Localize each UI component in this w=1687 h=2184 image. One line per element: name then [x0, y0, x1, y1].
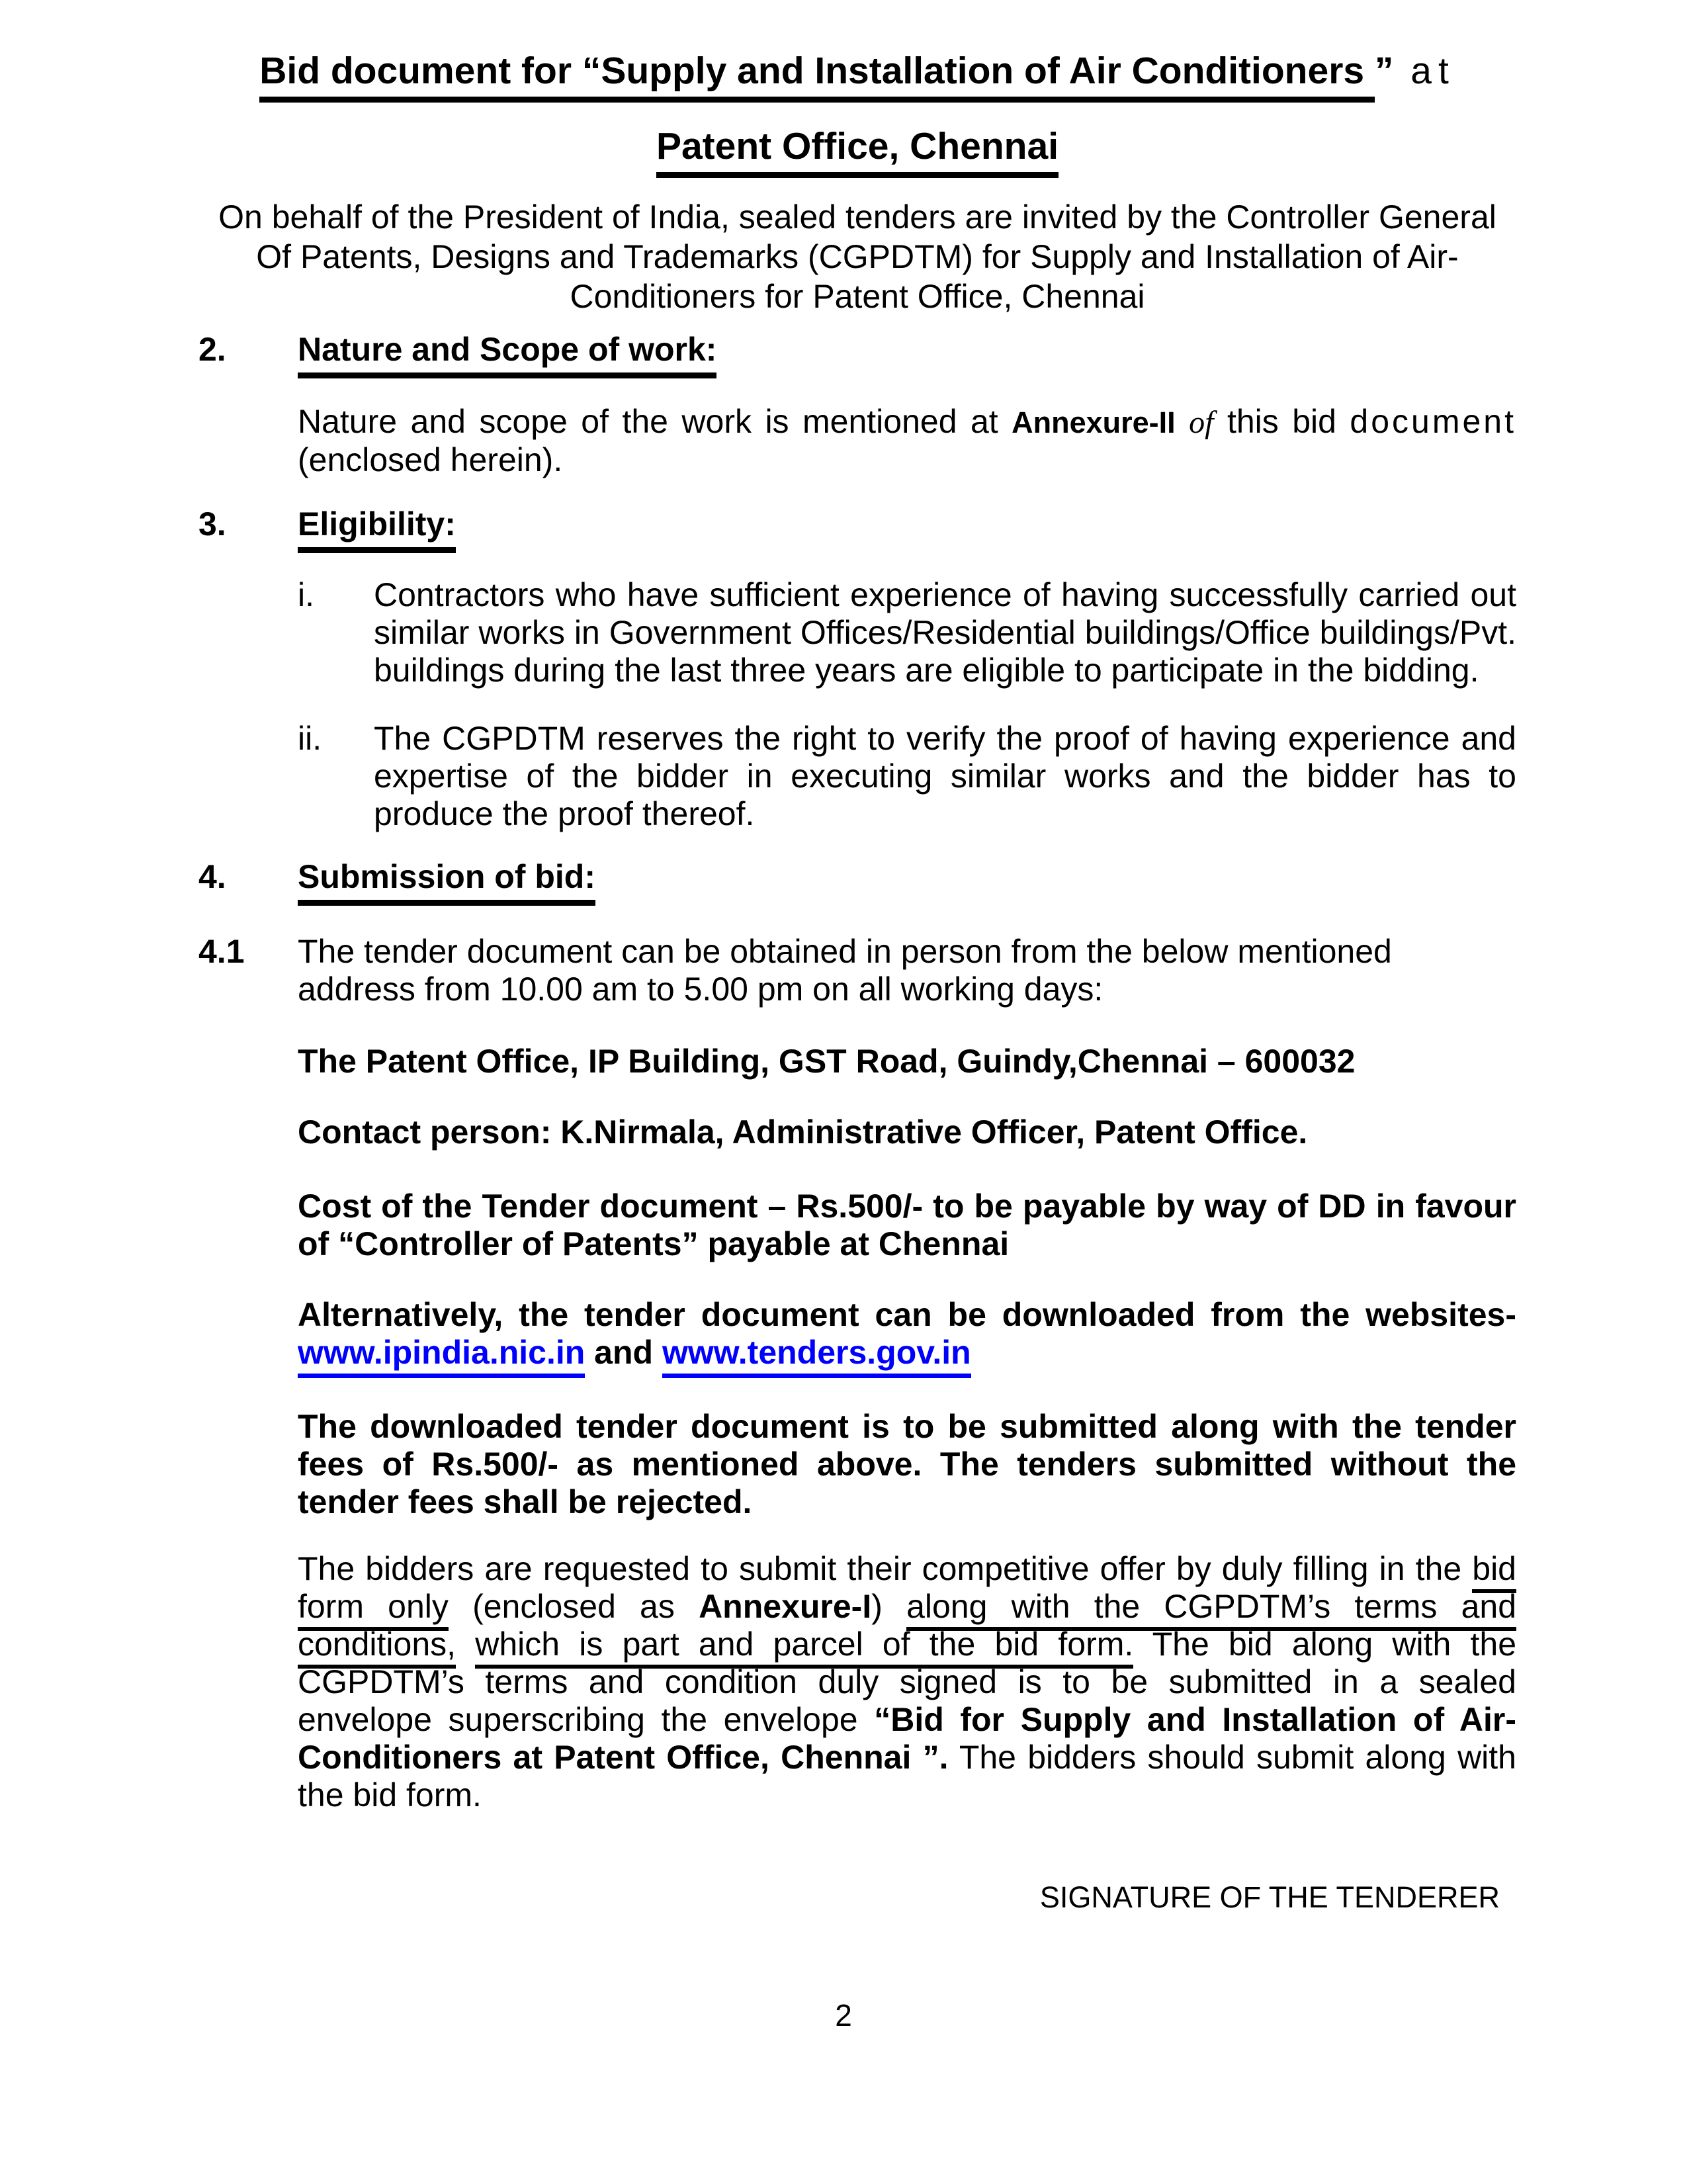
section-3-heading: Eligibility: [298, 505, 1516, 543]
section-2-body: Nature and scope of the work is mentioned at Annexure-II of this bid document (enclosed herein). [298, 403, 1516, 478]
section-4-heading: Submission of bid: [298, 858, 1516, 896]
section-4-heading-row [198, 858, 1516, 896]
title-underlined-text: Bid document for “Supply and Installation of Air Conditioners [259, 50, 1375, 103]
clause-4-1-text: The tender document can be obtained in person from the below mentioned address from 10.00 am to 5.00 pm on all working days: [298, 933, 1392, 1008]
clause-4-1-row [198, 933, 1516, 1008]
ipindia-link[interactable]: www.ipindia.nic.in [298, 1334, 585, 1378]
intro-paragraph: On behalf of the President of India, sealed tenders are invited by the Controller General Of Patents, Designs and Trademarks (CGPDTM) for Supply and Installation of Air-Conditioners for Patent Office, Chennai [218, 198, 1496, 315]
tenders-link[interactable]: www.tenders.gov.in [662, 1334, 971, 1378]
title-tail-text: at [1393, 50, 1455, 92]
signature-line: SIGNATURE OF THE TENDERER [1039, 1880, 1500, 1914]
document-title [198, 48, 1516, 94]
annexure-1-ref: Annexure-I [699, 1588, 872, 1625]
eligibility-item-ii [298, 720, 1516, 833]
page-number: 2 [835, 1998, 852, 2032]
websites-paragraph: Alternatively, the tender document can be downloaded from the websites- www.ipindia.nic.in and www.tenders.gov.in [298, 1296, 1516, 1372]
annexure-2-ref: Annexure-II [1012, 406, 1176, 439]
section-4-number: 4. [198, 858, 226, 895]
clause-4-1-number: 4.1 [198, 933, 245, 970]
item-i-number: i. [298, 576, 314, 613]
bid-submission-paragraph: The bidders are requested to submit their competitive offer by duly filling in the bid form only (enclosed as Annexure-I) along with the CGPDTM’s terms and conditions, which is part and parcel of the bid form. The bid along with the CGPDTM’s terms and condition duly signed is to be submitted in a sealed envelope superscribing the envelope “Bid for Supply and Installation of Air-Conditioners at Patent Office, Chennai ”. The bidders should submit along with the bid form. [298, 1550, 1517, 1813]
section-3-heading-row [198, 505, 1516, 543]
section-2-heading-row [198, 331, 1516, 369]
cost-paragraph: Cost of the Tender document – Rs.500/- to be payable by way of DD in favour of “Controller of Patents” payable at Chennai [298, 1188, 1516, 1262]
contact-line: Contact person: K.Nirmala, Administrative Officer, Patent Office. [298, 1114, 1308, 1151]
section-2-number: 2. [198, 331, 226, 368]
section-2-body-row [198, 403, 1516, 479]
item-ii-text: The CGPDTM reserves the right to verify the proof of having experience and expertise of the bidder in executing similar works and the bidder has to produce the proof thereof. [374, 720, 1516, 832]
section-3-number: 3. [198, 505, 226, 543]
envelope-superscription: “Bid for Supply and Installation of Air-Conditioners at Patent Office, Chennai ”. [298, 1701, 1516, 1776]
document-subtitle: Patent Office, Chennai [198, 123, 1516, 169]
tender-fees-paragraph: The downloaded tender document is to be submitted along with the tender fees of Rs.500/- as mentioned above. The tenders submitted without the tender fees shall be rejected. [298, 1408, 1516, 1520]
bid-form-only-underline: bid form only [298, 1550, 1516, 1631]
eligibility-item-i [298, 576, 1516, 689]
section-2-heading: Nature and Scope of work: [298, 331, 1516, 369]
title-close-quote: ” [1374, 50, 1394, 92]
address-line: The Patent Office, IP Building, GST Road, Guindy,Chennai – 600032 [298, 1043, 1356, 1080]
item-ii-number: ii. [298, 720, 322, 757]
item-i-text: Contractors who have sufficient experience of having successfully carried out similar works in Government Offices/Residential buildings/Office buildings/Pvt. buildings during the last three years are eligible to participate in the bidding. [374, 576, 1516, 689]
